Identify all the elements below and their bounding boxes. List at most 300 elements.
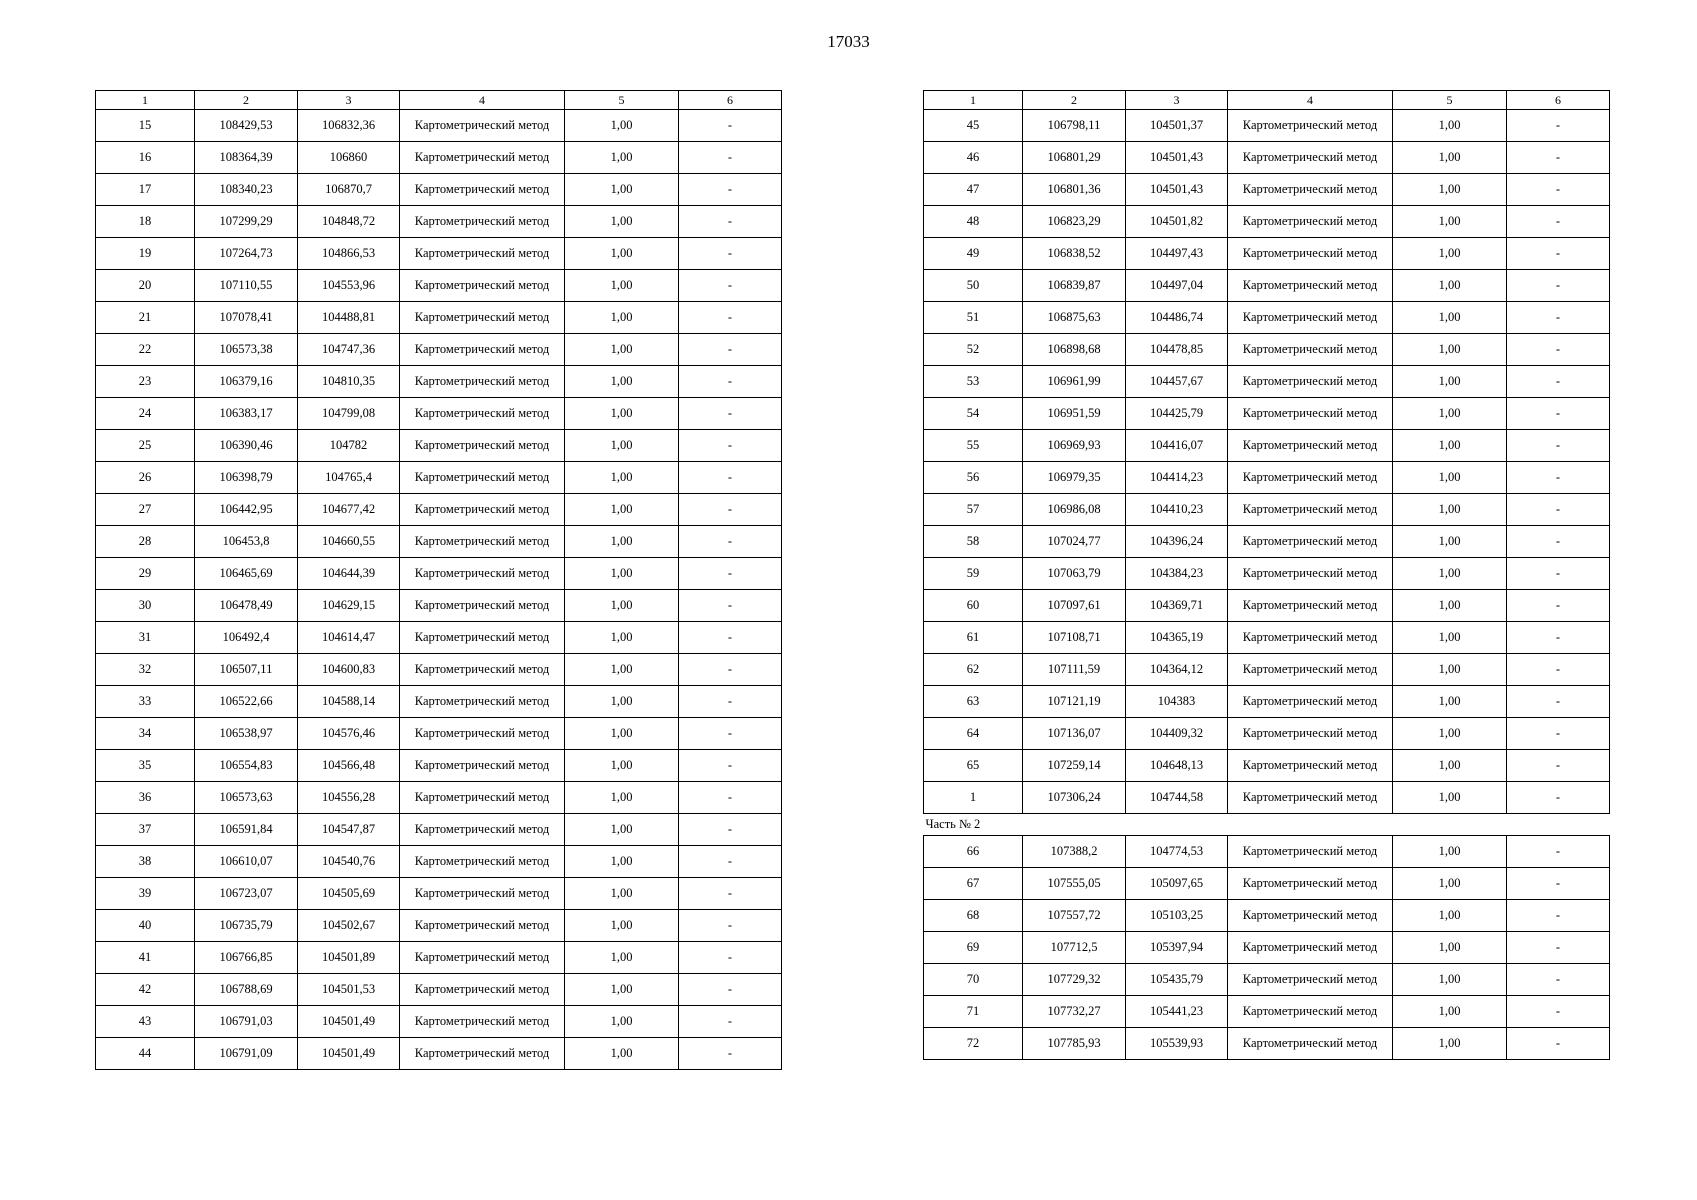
cell-col-6: -: [1507, 206, 1610, 238]
table-row: [96, 846, 782, 878]
cell-col-3: 104365,19: [1126, 622, 1228, 654]
cell-col-5: 1,00: [1393, 174, 1507, 206]
cell-col-5: 1,00: [565, 558, 679, 590]
cell-col-3: 104744,58: [1126, 782, 1228, 814]
cell-col-2: 106478,49: [195, 590, 298, 622]
cell-col-3: 104799,08: [298, 398, 400, 430]
table-row: [924, 782, 1610, 814]
cell-col-1: 25: [96, 430, 195, 462]
table-row: [924, 868, 1610, 900]
cell-col-2: 108364,39: [195, 142, 298, 174]
cell-col-5: 1,00: [1393, 718, 1507, 750]
cell-col-2: 106951,59: [1023, 398, 1126, 430]
table-row: [96, 878, 782, 910]
cell-col-1: 37: [96, 814, 195, 846]
table-row: [924, 996, 1610, 1028]
cell-col-4: Картометрический метод: [400, 366, 565, 398]
cell-col-1: 31: [96, 622, 195, 654]
table-row: [924, 686, 1610, 718]
cell-col-4: Картометрический метод: [1228, 270, 1393, 302]
cell-col-3: 104648,13: [1126, 750, 1228, 782]
cell-col-2: 106798,11: [1023, 110, 1126, 142]
cell-col-1: 21: [96, 302, 195, 334]
cell-col-5: 1,00: [565, 206, 679, 238]
cell-col-6: -: [679, 494, 782, 526]
cell-col-3: 104364,12: [1126, 654, 1228, 686]
cell-col-4: Картометрический метод: [1228, 334, 1393, 366]
cell-col-2: 106986,08: [1023, 494, 1126, 526]
table-row: [96, 1006, 782, 1038]
cell-col-5: 1,00: [1393, 750, 1507, 782]
cell-col-3: 105103,25: [1126, 900, 1228, 932]
cell-col-5: 1,00: [565, 238, 679, 270]
cell-col-4: Картометрический метод: [400, 622, 565, 654]
cell-col-1: 26: [96, 462, 195, 494]
table-row: [924, 964, 1610, 996]
cell-col-6: -: [679, 206, 782, 238]
cell-col-3: 104782: [298, 430, 400, 462]
cell-col-2: 107388,2: [1023, 836, 1126, 868]
cell-col-4: Картометрический метод: [400, 910, 565, 942]
cell-col-3: 104501,89: [298, 942, 400, 974]
cell-col-1: 36: [96, 782, 195, 814]
cell-col-6: -: [679, 558, 782, 590]
cell-col-5: 1,00: [565, 1038, 679, 1070]
cell-col-1: 67: [924, 868, 1023, 900]
cell-col-4: Картометрический метод: [400, 1038, 565, 1070]
cell-col-6: -: [1507, 622, 1610, 654]
cell-col-6: -: [1507, 964, 1610, 996]
cell-col-1: 47: [924, 174, 1023, 206]
cell-col-6: -: [679, 270, 782, 302]
cell-col-6: -: [1507, 590, 1610, 622]
cell-col-5: 1,00: [565, 750, 679, 782]
cell-col-1: 42: [96, 974, 195, 1006]
cell-col-5: 1,00: [1393, 366, 1507, 398]
cell-col-6: -: [679, 398, 782, 430]
cell-col-2: 107555,05: [1023, 868, 1126, 900]
cell-col-5: 1,00: [565, 270, 679, 302]
cell-col-6: -: [1507, 654, 1610, 686]
cell-col-6: -: [1507, 270, 1610, 302]
cell-col-5: 1,00: [1393, 238, 1507, 270]
cell-col-1: 50: [924, 270, 1023, 302]
cell-col-1: 60: [924, 590, 1023, 622]
cell-col-1: 45: [924, 110, 1023, 142]
cell-col-5: 1,00: [565, 782, 679, 814]
cell-col-1: 54: [924, 398, 1023, 430]
cell-col-6: -: [679, 942, 782, 974]
table-row: [924, 366, 1610, 398]
cell-col-5: 1,00: [565, 174, 679, 206]
cell-col-3: 106832,36: [298, 110, 400, 142]
cell-col-3: 106860: [298, 142, 400, 174]
table-row: [924, 836, 1610, 868]
page-number: 17033: [827, 32, 870, 51]
cell-col-5: 1,00: [565, 814, 679, 846]
cell-col-4: Картометрический метод: [1228, 782, 1393, 814]
cell-col-4: Картометрический метод: [1228, 932, 1393, 964]
cell-col-1: 22: [96, 334, 195, 366]
cell-col-5: 1,00: [1393, 398, 1507, 430]
cell-col-4: Картометрический метод: [400, 846, 565, 878]
cell-col-6: -: [679, 910, 782, 942]
table-row: [924, 270, 1610, 302]
cell-col-6: -: [679, 174, 782, 206]
cell-col-5: 1,00: [1393, 206, 1507, 238]
cell-col-2: 106723,07: [195, 878, 298, 910]
cell-col-1: 35: [96, 750, 195, 782]
cell-col-5: 1,00: [565, 974, 679, 1006]
cell-col-1: 15: [96, 110, 195, 142]
cell-col-4: Картометрический метод: [400, 974, 565, 1006]
cell-col-4: Картометрический метод: [400, 238, 565, 270]
cell-col-2: 106453,8: [195, 526, 298, 558]
cell-col-5: 1,00: [565, 366, 679, 398]
cell-col-3: 104488,81: [298, 302, 400, 334]
table-row: [96, 462, 782, 494]
cell-col-6: -: [1507, 398, 1610, 430]
cell-col-4: Картометрический метод: [1228, 206, 1393, 238]
cell-col-2: 106801,29: [1023, 142, 1126, 174]
cell-col-4: Картометрический метод: [1228, 718, 1393, 750]
cell-col-1: 30: [96, 590, 195, 622]
cell-col-1: 23: [96, 366, 195, 398]
cell-col-4: Картометрический метод: [400, 750, 565, 782]
cell-col-4: Картометрический метод: [1228, 1028, 1393, 1060]
cell-col-6: -: [1507, 366, 1610, 398]
header-col-2: 2: [1023, 91, 1126, 110]
cell-col-5: 1,00: [1393, 868, 1507, 900]
cell-col-2: 106610,07: [195, 846, 298, 878]
cell-col-1: 65: [924, 750, 1023, 782]
table-row: [96, 110, 782, 142]
cell-col-5: 1,00: [1393, 558, 1507, 590]
cell-col-2: 106961,99: [1023, 366, 1126, 398]
cell-col-4: Картометрический метод: [1228, 558, 1393, 590]
cell-col-5: 1,00: [1393, 686, 1507, 718]
cell-col-4: Картометрический метод: [400, 462, 565, 494]
cell-col-1: 59: [924, 558, 1023, 590]
cell-col-2: 106839,87: [1023, 270, 1126, 302]
table-row: [924, 110, 1610, 142]
cell-col-6: -: [1507, 430, 1610, 462]
cell-col-3: 104747,36: [298, 334, 400, 366]
cell-col-2: 107111,59: [1023, 654, 1126, 686]
cell-col-4: Картометрический метод: [1228, 526, 1393, 558]
cell-col-2: 106788,69: [195, 974, 298, 1006]
cell-col-4: Картометрический метод: [1228, 868, 1393, 900]
cell-col-3: 104416,07: [1126, 430, 1228, 462]
cell-col-2: 107785,93: [1023, 1028, 1126, 1060]
cell-col-5: 1,00: [1393, 494, 1507, 526]
cell-col-6: -: [679, 846, 782, 878]
table-row: [96, 142, 782, 174]
table-row: [96, 174, 782, 206]
cell-col-3: 104553,96: [298, 270, 400, 302]
cell-col-3: 104384,23: [1126, 558, 1228, 590]
cell-col-6: -: [1507, 836, 1610, 868]
cell-col-5: 1,00: [565, 1006, 679, 1038]
cell-col-6: -: [679, 1006, 782, 1038]
cell-col-1: 48: [924, 206, 1023, 238]
cell-col-6: -: [1507, 686, 1610, 718]
section-label: Часть № 2: [924, 814, 1610, 836]
table-row: [924, 302, 1610, 334]
cell-col-1: 58: [924, 526, 1023, 558]
cell-col-1: 57: [924, 494, 1023, 526]
cell-col-3: 104629,15: [298, 590, 400, 622]
cell-col-4: Картометрический метод: [1228, 900, 1393, 932]
table-row: [96, 558, 782, 590]
cell-col-6: -: [1507, 462, 1610, 494]
section-header-row: [924, 814, 1610, 836]
cell-col-2: 106823,29: [1023, 206, 1126, 238]
cell-col-2: 107299,29: [195, 206, 298, 238]
cell-col-6: -: [1507, 750, 1610, 782]
cell-col-5: 1,00: [565, 654, 679, 686]
cell-col-3: 104457,67: [1126, 366, 1228, 398]
cell-col-4: Картометрический метод: [1228, 964, 1393, 996]
cell-col-5: 1,00: [1393, 526, 1507, 558]
cell-col-3: 105539,93: [1126, 1028, 1228, 1060]
cell-col-4: Картометрический метод: [1228, 836, 1393, 868]
cell-col-6: -: [1507, 718, 1610, 750]
cell-col-2: 106379,16: [195, 366, 298, 398]
cell-col-3: 105435,79: [1126, 964, 1228, 996]
cell-col-2: 107121,19: [1023, 686, 1126, 718]
cell-col-2: 108340,23: [195, 174, 298, 206]
table-row: [924, 558, 1610, 590]
cell-col-5: 1,00: [1393, 900, 1507, 932]
cell-col-5: 1,00: [1393, 1028, 1507, 1060]
table-row: [924, 654, 1610, 686]
cell-col-6: -: [1507, 302, 1610, 334]
cell-col-4: Картометрический метод: [400, 718, 565, 750]
cell-col-4: Картометрический метод: [400, 654, 565, 686]
table-row: [96, 718, 782, 750]
table-row: [924, 900, 1610, 932]
cell-col-2: 106735,79: [195, 910, 298, 942]
header-col-4: 4: [1228, 91, 1393, 110]
cell-col-2: 106979,35: [1023, 462, 1126, 494]
cell-col-5: 1,00: [1393, 964, 1507, 996]
cell-col-4: Картометрический метод: [400, 142, 565, 174]
cell-col-4: Картометрический метод: [1228, 494, 1393, 526]
header-col-5: 5: [1393, 91, 1507, 110]
cell-col-4: Картометрический метод: [1228, 996, 1393, 1028]
cell-col-2: 106801,36: [1023, 174, 1126, 206]
cell-col-5: 1,00: [565, 110, 679, 142]
cell-col-5: 1,00: [1393, 110, 1507, 142]
cell-col-6: -: [679, 686, 782, 718]
table-row: [96, 398, 782, 430]
cell-col-1: 66: [924, 836, 1023, 868]
cell-col-6: -: [679, 462, 782, 494]
cell-col-2: 107306,24: [1023, 782, 1126, 814]
cell-col-1: 32: [96, 654, 195, 686]
cell-col-5: 1,00: [565, 718, 679, 750]
cell-col-2: 106398,79: [195, 462, 298, 494]
cell-col-4: Картометрический метод: [400, 782, 565, 814]
cell-col-4: Картометрический метод: [1228, 654, 1393, 686]
cell-col-6: -: [1507, 1028, 1610, 1060]
cell-col-6: -: [679, 302, 782, 334]
cell-col-3: 104497,04: [1126, 270, 1228, 302]
cell-col-3: 104501,82: [1126, 206, 1228, 238]
cell-col-4: Картометрический метод: [1228, 110, 1393, 142]
cell-col-5: 1,00: [565, 590, 679, 622]
cell-col-4: Картометрический метод: [400, 590, 565, 622]
cell-col-2: 107729,32: [1023, 964, 1126, 996]
table-row: [924, 142, 1610, 174]
cell-col-3: 104478,85: [1126, 334, 1228, 366]
cell-col-3: 105441,23: [1126, 996, 1228, 1028]
cell-col-5: 1,00: [565, 622, 679, 654]
cell-col-3: 104866,53: [298, 238, 400, 270]
cell-col-6: -: [679, 750, 782, 782]
cell-col-4: Картометрический метод: [400, 174, 565, 206]
cell-col-3: 104425,79: [1126, 398, 1228, 430]
cell-col-1: 44: [96, 1038, 195, 1070]
cell-col-1: 71: [924, 996, 1023, 1028]
cell-col-1: 41: [96, 942, 195, 974]
cell-col-6: -: [679, 430, 782, 462]
cell-col-4: Картометрический метод: [1228, 750, 1393, 782]
cell-col-3: 105397,94: [1126, 932, 1228, 964]
cell-col-6: -: [679, 878, 782, 910]
cell-col-5: 1,00: [565, 686, 679, 718]
cell-col-1: 69: [924, 932, 1023, 964]
cell-col-6: -: [1507, 238, 1610, 270]
cell-col-6: -: [679, 142, 782, 174]
cell-col-2: 107136,07: [1023, 718, 1126, 750]
table-row: [96, 622, 782, 654]
cell-col-3: 104660,55: [298, 526, 400, 558]
cell-col-5: 1,00: [1393, 782, 1507, 814]
cell-col-6: -: [1507, 782, 1610, 814]
cell-col-4: Картометрический метод: [1228, 590, 1393, 622]
cell-col-2: 106969,93: [1023, 430, 1126, 462]
table-row: [96, 270, 782, 302]
cell-col-3: 104396,24: [1126, 526, 1228, 558]
cell-col-1: 39: [96, 878, 195, 910]
cell-col-5: 1,00: [1393, 622, 1507, 654]
cell-col-5: 1,00: [565, 910, 679, 942]
cell-col-6: -: [1507, 174, 1610, 206]
header-col-3: 3: [298, 91, 400, 110]
cell-col-4: Картометрический метод: [400, 302, 565, 334]
cell-col-2: 107097,61: [1023, 590, 1126, 622]
cell-col-4: Картометрический метод: [1228, 398, 1393, 430]
table-row: [96, 206, 782, 238]
table-row: [924, 206, 1610, 238]
cell-col-1: 18: [96, 206, 195, 238]
cell-col-6: -: [1507, 996, 1610, 1028]
cell-col-5: 1,00: [1393, 996, 1507, 1028]
cell-col-5: 1,00: [1393, 654, 1507, 686]
cell-col-6: -: [679, 718, 782, 750]
cell-col-6: -: [1507, 932, 1610, 964]
cell-col-1: 38: [96, 846, 195, 878]
cell-col-2: 106591,84: [195, 814, 298, 846]
cell-col-5: 1,00: [1393, 932, 1507, 964]
coordinates-table-right: [923, 90, 1610, 1060]
cell-col-4: Картометрический метод: [400, 334, 565, 366]
cell-col-5: 1,00: [565, 302, 679, 334]
cell-col-5: 1,00: [565, 942, 679, 974]
cell-col-2: 107063,79: [1023, 558, 1126, 590]
cell-col-1: 64: [924, 718, 1023, 750]
table-row: [96, 814, 782, 846]
cell-col-5: 1,00: [565, 494, 679, 526]
cell-col-1: 68: [924, 900, 1023, 932]
table-row: [924, 430, 1610, 462]
cell-col-6: -: [1507, 868, 1610, 900]
header-col-1: 1: [924, 91, 1023, 110]
cell-col-2: 106383,17: [195, 398, 298, 430]
cell-col-4: Картометрический метод: [1228, 238, 1393, 270]
cell-col-1: 33: [96, 686, 195, 718]
cell-col-3: 104576,46: [298, 718, 400, 750]
table-row: [924, 590, 1610, 622]
cell-col-1: 43: [96, 1006, 195, 1038]
table-row: [96, 654, 782, 686]
cell-col-5: 1,00: [565, 398, 679, 430]
cell-col-1: 17: [96, 174, 195, 206]
cell-col-4: Картометрический метод: [400, 270, 565, 302]
cell-col-6: -: [679, 622, 782, 654]
cell-col-1: 19: [96, 238, 195, 270]
cell-col-2: 106554,83: [195, 750, 298, 782]
cell-col-2: 106573,38: [195, 334, 298, 366]
cell-col-3: 105097,65: [1126, 868, 1228, 900]
cell-col-6: -: [1507, 110, 1610, 142]
cell-col-4: Картометрический метод: [1228, 686, 1393, 718]
cell-col-5: 1,00: [1393, 302, 1507, 334]
coordinates-table-left: [95, 90, 782, 1070]
cell-col-1: 62: [924, 654, 1023, 686]
cell-col-2: 108429,53: [195, 110, 298, 142]
cell-col-6: -: [679, 366, 782, 398]
cell-col-1: 28: [96, 526, 195, 558]
cell-col-2: 106442,95: [195, 494, 298, 526]
cell-col-6: -: [679, 782, 782, 814]
cell-col-1: 1: [924, 782, 1023, 814]
cell-col-6: -: [679, 110, 782, 142]
cell-col-2: 106791,03: [195, 1006, 298, 1038]
cell-col-6: -: [1507, 558, 1610, 590]
cell-col-2: 106875,63: [1023, 302, 1126, 334]
cell-col-5: 1,00: [1393, 462, 1507, 494]
cell-col-4: Картометрический метод: [1228, 302, 1393, 334]
cell-col-1: 16: [96, 142, 195, 174]
cell-col-1: 63: [924, 686, 1023, 718]
cell-col-4: Картометрический метод: [400, 526, 565, 558]
table-row: [96, 782, 782, 814]
cell-col-4: Картометрический метод: [400, 814, 565, 846]
cell-col-6: -: [1507, 526, 1610, 558]
cell-col-5: 1,00: [565, 878, 679, 910]
cell-col-6: -: [679, 654, 782, 686]
cell-col-3: 104556,28: [298, 782, 400, 814]
cell-col-2: 106522,66: [195, 686, 298, 718]
cell-col-3: 104600,83: [298, 654, 400, 686]
cell-col-3: 104644,39: [298, 558, 400, 590]
cell-col-3: 104501,43: [1126, 174, 1228, 206]
header-col-3: 3: [1126, 91, 1228, 110]
cell-col-4: Картометрический метод: [400, 686, 565, 718]
